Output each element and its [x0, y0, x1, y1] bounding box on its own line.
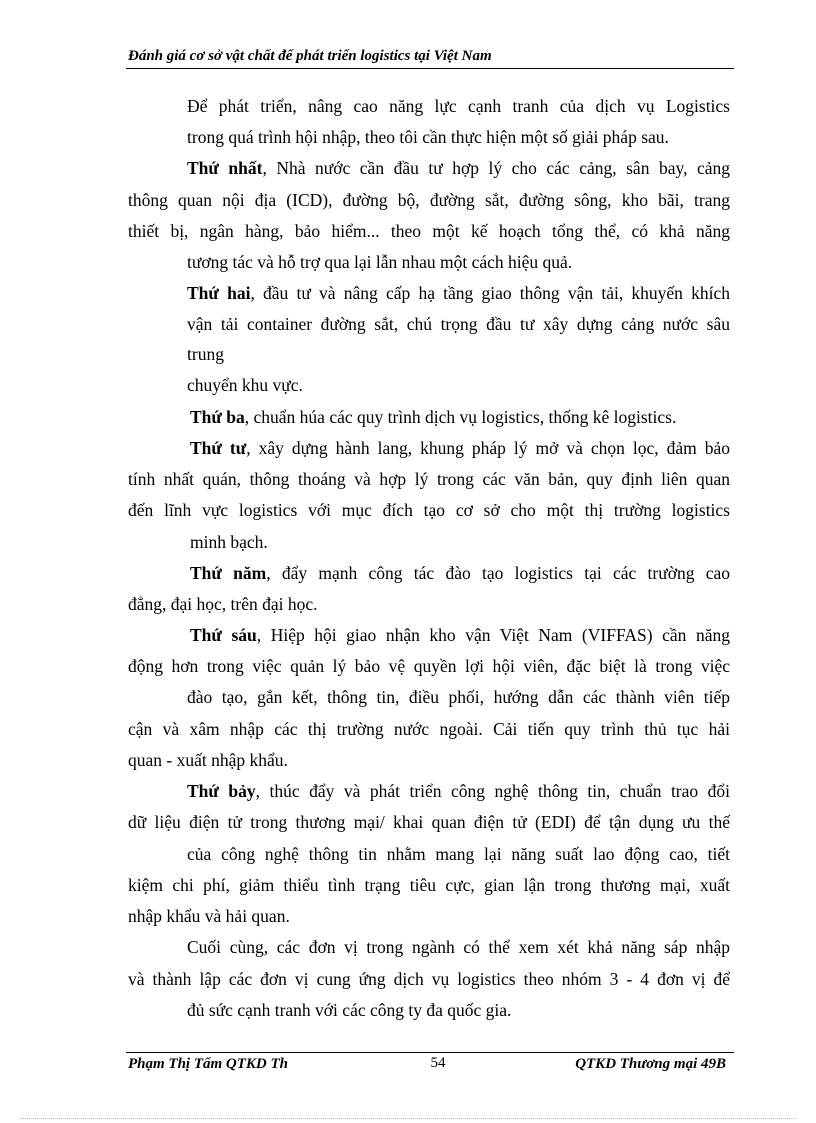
- running-header: Đánh giá cơ sở vật chất để phát triển logistics tại Việt Nam: [128, 48, 492, 64]
- p6-line-2: động hơn trong việc quản lý bảo vệ quyền lợi hội viên, đặc biệt là trong việc: [128, 656, 730, 676]
- p1-label: Thứ nhất: [187, 158, 263, 178]
- p8-line-3: đủ sức cạnh tranh với các công ty đa quốc gia.: [187, 1000, 512, 1020]
- p4-line-3: đến lĩnh vực logistics với mục đích tạo cơ sở cho một thị trường logistics: [128, 500, 730, 520]
- p4-line-1: Thứ tư, xây dựng hành lang, khung pháp lý mở và chọn lọc, đảm bảo: [190, 438, 730, 458]
- p2-line-4: chuyển khu vực.: [187, 375, 303, 395]
- p4-line-2: tính nhất quán, thông thoáng và hợp lý trong các văn bản, quy định liên quan: [128, 469, 730, 489]
- p6-label: Thứ sáu: [190, 625, 257, 645]
- p7-line-4: kiệm chi phí, giảm thiểu tình trạng tiêu cực, gian lận trong thương mại, xuất: [128, 875, 730, 895]
- p6-line-1: Thứ sáu, Hiệp hội giao nhận kho vận Việt Nam (VIFFAS) cần năng: [190, 625, 730, 645]
- p3-label: Thứ ba: [190, 407, 245, 427]
- p1-line-1: Thứ nhất, Nhà nước cần đầu tư hợp lý cho các cảng, sân bay, cảng: [187, 158, 730, 178]
- p1-line-3: thiết bị, ngân hàng, bảo hiểm... theo một kế hoạch tổng thể, có khả năng: [128, 221, 730, 241]
- p6-line-3: đào tạo, gắn kết, thông tin, điều phối, hướng dẫn các thành viên tiếp: [187, 687, 730, 707]
- p4-line-4: minh bạch.: [190, 532, 268, 552]
- intro-line-2: trong quá trình hội nhập, theo tôi cần thực hiện một số giải pháp sau.: [187, 127, 669, 147]
- page-number: 54: [430, 1055, 446, 1071]
- p6-line-4: cận và xâm nhập các thị trường nước ngoài. Cải tiến quy trình thủ tục hải: [128, 719, 730, 739]
- p2-label: Thứ hai: [187, 283, 251, 303]
- p7-line-3: của công nghệ thông tin nhằm mang lại năng suất lao động cao, tiết: [187, 844, 730, 864]
- p7-line-2: dữ liệu điện tử trong thương mại/ khai quan điện tử (EDI) để tận dụng ưu thế: [128, 812, 730, 832]
- p1-line-2: thông quan nội địa (ICD), đường bộ, đường sắt, đường sông, kho bãi, trang: [128, 190, 730, 210]
- p7-line-5: nhập khẩu và hải quan.: [128, 906, 290, 926]
- p7-label: Thứ bảy: [187, 781, 256, 801]
- p8-line-2: và thành lập các đơn vị cung ứng dịch vụ logistics theo nhóm 3 - 4 đơn vị để: [128, 969, 730, 989]
- p8-line-1: Cuối cùng, các đơn vị trong ngành có thể xem xét khả năng sáp nhập: [187, 937, 730, 957]
- intro-line-1: Để phát triển, nâng cao năng lực cạnh tranh của dịch vụ Logistics: [187, 96, 730, 116]
- header-rule: [126, 68, 734, 69]
- footer-class: QTKD Thương mại 49B: [575, 1056, 726, 1072]
- p6-line-5: quan - xuất nhập khẩu.: [128, 750, 288, 770]
- footer-author: Phạm Thị Tấm QTKD Th: [128, 1056, 289, 1072]
- footer-rule: [126, 1052, 734, 1053]
- p2-line-1: Thứ hai, đầu tư và nâng cấp hạ tầng giao thông vận tải, khuyến khích: [187, 283, 730, 303]
- p2-line-3: trung: [187, 344, 224, 364]
- p1-line-4: tương tác và hỗ trợ qua lại lẫn nhau một cách hiệu quả.: [187, 252, 573, 272]
- p5-line-2: đẳng, đại học, trên đại học.: [128, 594, 318, 614]
- p7-line-1: Thứ bảy, thúc đẩy và phát triển công nghệ thông tin, chuẩn trao đổi: [187, 781, 730, 801]
- page-bottom-edge: [20, 1118, 796, 1119]
- p5-line-1: Thứ năm, đẩy mạnh công tác đào tạo logistics tại các trường cao: [190, 563, 730, 583]
- p3-line-1: Thứ ba, chuẩn húa các quy trình dịch vụ logistics, thống kê logistics.: [190, 407, 677, 427]
- p5-label: Thứ năm: [190, 563, 267, 583]
- p4-label: Thứ tư: [190, 438, 247, 458]
- p2-line-2: vận tải container đường sắt, chú trọng đầu tư xây dựng cảng nước sâu: [187, 314, 730, 334]
